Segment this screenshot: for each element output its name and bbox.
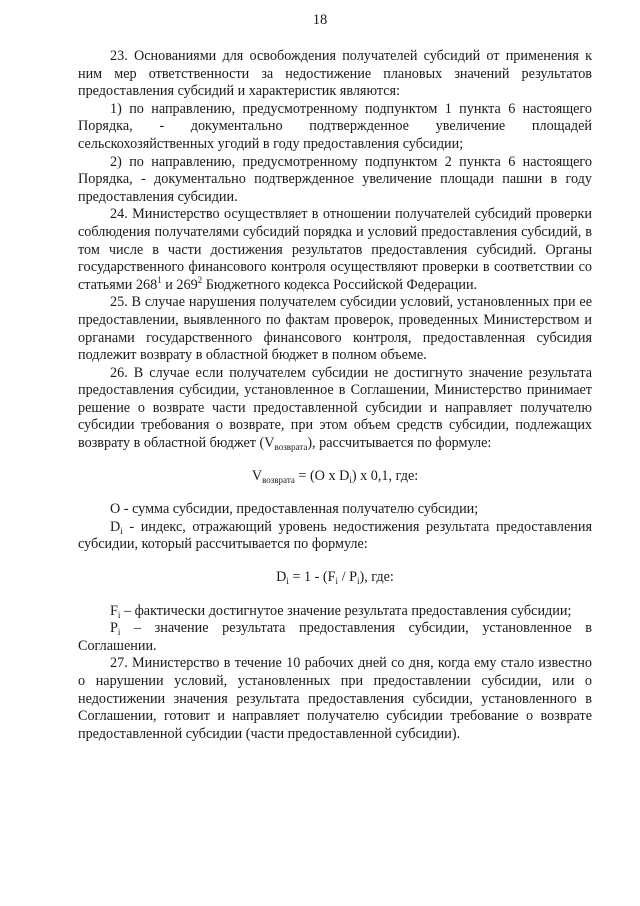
paragraph-23-item-1: 1) по направлению, предусмотренному подпунктом 1 пункта 6 настоящего Порядка, - документально подтвержденное увеличение площадей сельскохозяйственных угодий в году предоставления субсидии; <box>78 100 592 152</box>
document-body <box>78 48 592 743</box>
paragraph-25: 25. В случае нарушения получателем субсидии условий, установленных при ее предоставлении, выявленного по фактам проверок, проведенных Министерством и органами государственного финансового контроля, предоставленная субсидия подлежит возврату в областной бюджет в полном объеме. <box>78 294 592 364</box>
paragraph-23-item-2: 2) по направлению, предусмотренному подпунктом 2 пункта 6 настоящего Порядка, - документально подтвержденное увеличение площади пашни в году предоставления субсидии. <box>78 153 592 205</box>
paragraph-26: 26. В случае если получателем субсидии не достигнуто значение результата предоставления субсидии, установленное в Соглашении, Министерство принимает решение о возврате части предоставленной субсидии и направляет получателю субсидии требования о возврате, при этом объем средств субсидии, подлежащих возврату в областной бюджет $(V_{возврата})$, рассчитывается по формуле: <box>78 364 592 453</box>
paragraph-23: 23. Основаниями для освобождения получателей субсидий от применения к ним мер ответственности за недостижение плановых значений результатов предоставления субсидий и характеристик являются: <box>78 48 592 100</box>
paragraph-24: 24. Министерство осуществляет в отношении получателей субсидий проверки соблюдения получателями субсидий порядка и условий предоставления субсидий, в том числе в части достижения результатов предоставления субсидий. Органы государственного финансового контроля осуществляют проверки в соответствии со статьями $268^1$ и $269^2$ Бюджетного кодекса Российской Федерации. <box>78 206 592 293</box>
definition-p: $P_i$ – значение результата предоставления субсидии, установленное в Соглашении. <box>78 620 592 654</box>
formula-v-return: $V_{возврата} = (O$ x $D_i$) x 0,1, где: <box>251 467 419 485</box>
definition-f: $F_i$ – фактически достигнутое значение результата предоставления субсидии; <box>110 602 572 620</box>
paragraph-27: 27. Министерство в течение 10 рабочих дней со дня, когда ему стало известно о нарушении условий, установленных при предоставлении субсидии, или о недостижении значения результата предоставления субсидии, установленного в Соглашении, готовит и направляет получателю субсидии требование о возврате предоставленной субсидии (части предоставленной субсидии). <box>78 655 592 742</box>
formula-d-index: $D_i = 1 - (F_i / P_i)$, где: <box>276 569 394 587</box>
definition-d: $D_i$ - индекс, отражающий уровень недостижения результата предоставления субсидии, который рассчитывается по формуле: <box>78 518 592 553</box>
definition-o: O - сумма субсидии, предоставленная получателю субсидии; <box>110 501 479 518</box>
page-number: 18 <box>312 12 328 28</box>
